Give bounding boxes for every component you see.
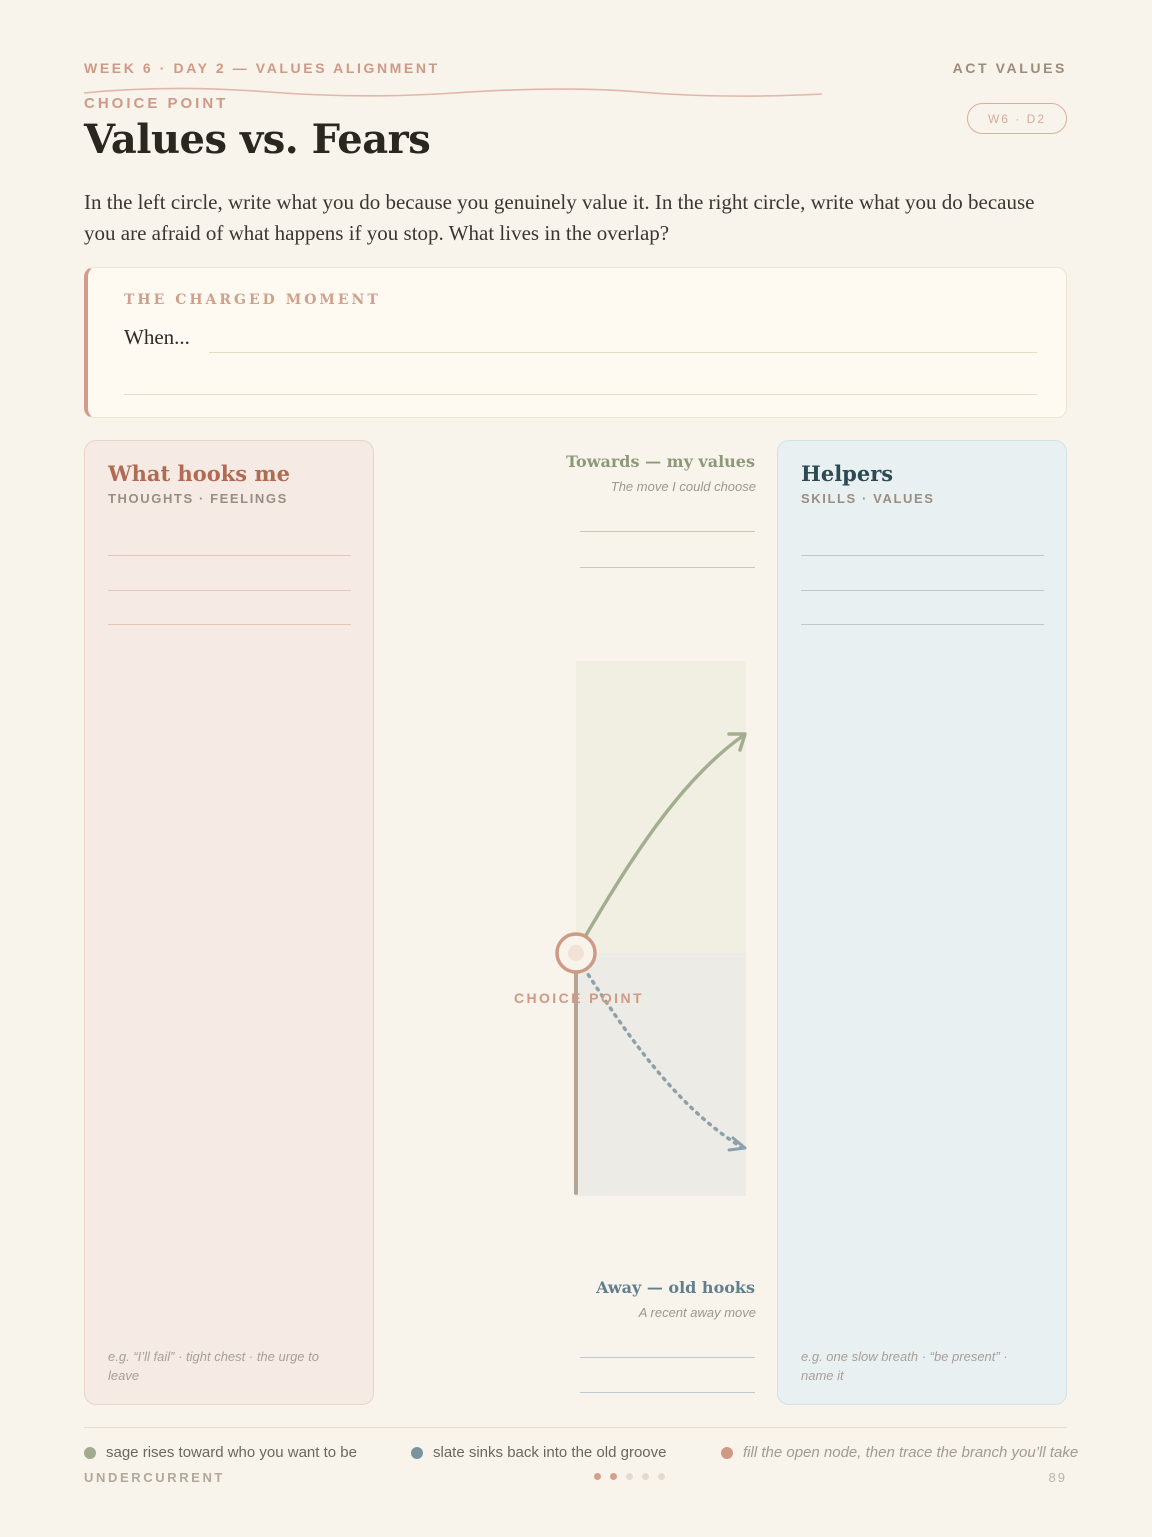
helpers-panel [777,440,1067,1405]
legend-dot [84,1447,96,1459]
legend-item-instruction [721,1444,1078,1461]
progress-dot [610,1473,617,1480]
away-hint: A recent away move [638,1305,756,1320]
hooks-panel-title: What hooks me [108,461,291,486]
towards-write-line[interactable] [580,531,755,532]
towards-hint: The move I could choose [610,479,756,494]
hooks-panel [84,440,374,1405]
choice-point-label: CHOICE POINT [514,990,644,1006]
hooks-write-line[interactable] [108,555,351,556]
series-label: ACT VALUES [952,60,1067,76]
hooks-panel-hint: e.g. “I’ll fail” · tight chest · the urge to leave [108,1349,319,1383]
legend-item-sage [84,1444,357,1461]
choice-point-diagram [500,650,760,1210]
helpers-write-line[interactable] [801,590,1044,591]
away-write-line[interactable] [580,1392,755,1393]
footer-divider [84,1427,1067,1428]
progress-dot [658,1473,665,1480]
charged-moment-label: THE CHARGED MOMENT [124,292,381,308]
legend-text: slate sinks back into the old groove [433,1444,667,1461]
intro-text: In the left circle, write what you do because you genuinely value it. In the right circle, write what you do because you are afraid of what happens if you stop. What lives in the overlap? [84,190,1035,245]
legend-dot [721,1447,733,1459]
legend-text: fill the open node, then trace the branch you’ll take [743,1444,1079,1461]
hooks-panel-subtitle: THOUGHTS · FEELINGS [108,491,288,506]
helpers-panel-title: Helpers [801,461,894,486]
progress-dot [594,1473,601,1480]
hooks-write-line[interactable] [108,590,351,591]
choice-node-core [568,945,584,961]
hooks-write-line[interactable] [108,624,351,625]
away-write-line[interactable] [580,1357,755,1358]
legend-dot [411,1447,423,1459]
progress-dot [626,1473,633,1480]
helpers-write-line[interactable] [801,624,1044,625]
helpers-panel-hint: e.g. one slow breath · “be present” · name it [801,1349,1008,1383]
charged-moment-prompt: When... [124,325,190,349]
page-number: 89 [1048,1470,1067,1485]
charged-moment-card [84,267,1067,418]
towards-title: Towards — my values [565,452,755,471]
brand-name: UNDERCURRENT [84,1470,225,1485]
moment-write-line[interactable] [124,394,1037,395]
helpers-write-line[interactable] [801,555,1044,556]
legend-text: sage rises toward who you want to be [106,1444,357,1461]
page-badge: W6 · D2 [967,103,1067,134]
moment-write-line[interactable] [209,352,1037,353]
progress-dot [642,1473,649,1480]
towards-write-line[interactable] [580,567,755,568]
eyebrow: CHOICE POINT [84,95,229,112]
helpers-panel-subtitle: SKILLS · VALUES [801,491,935,506]
page-title: Values vs. Fears [84,116,431,163]
legend-item-slate [411,1444,666,1461]
away-title: Away — old hooks [596,1278,755,1297]
week-day-label: WEEK 6 · DAY 2 — VALUES ALIGNMENT [84,60,440,76]
